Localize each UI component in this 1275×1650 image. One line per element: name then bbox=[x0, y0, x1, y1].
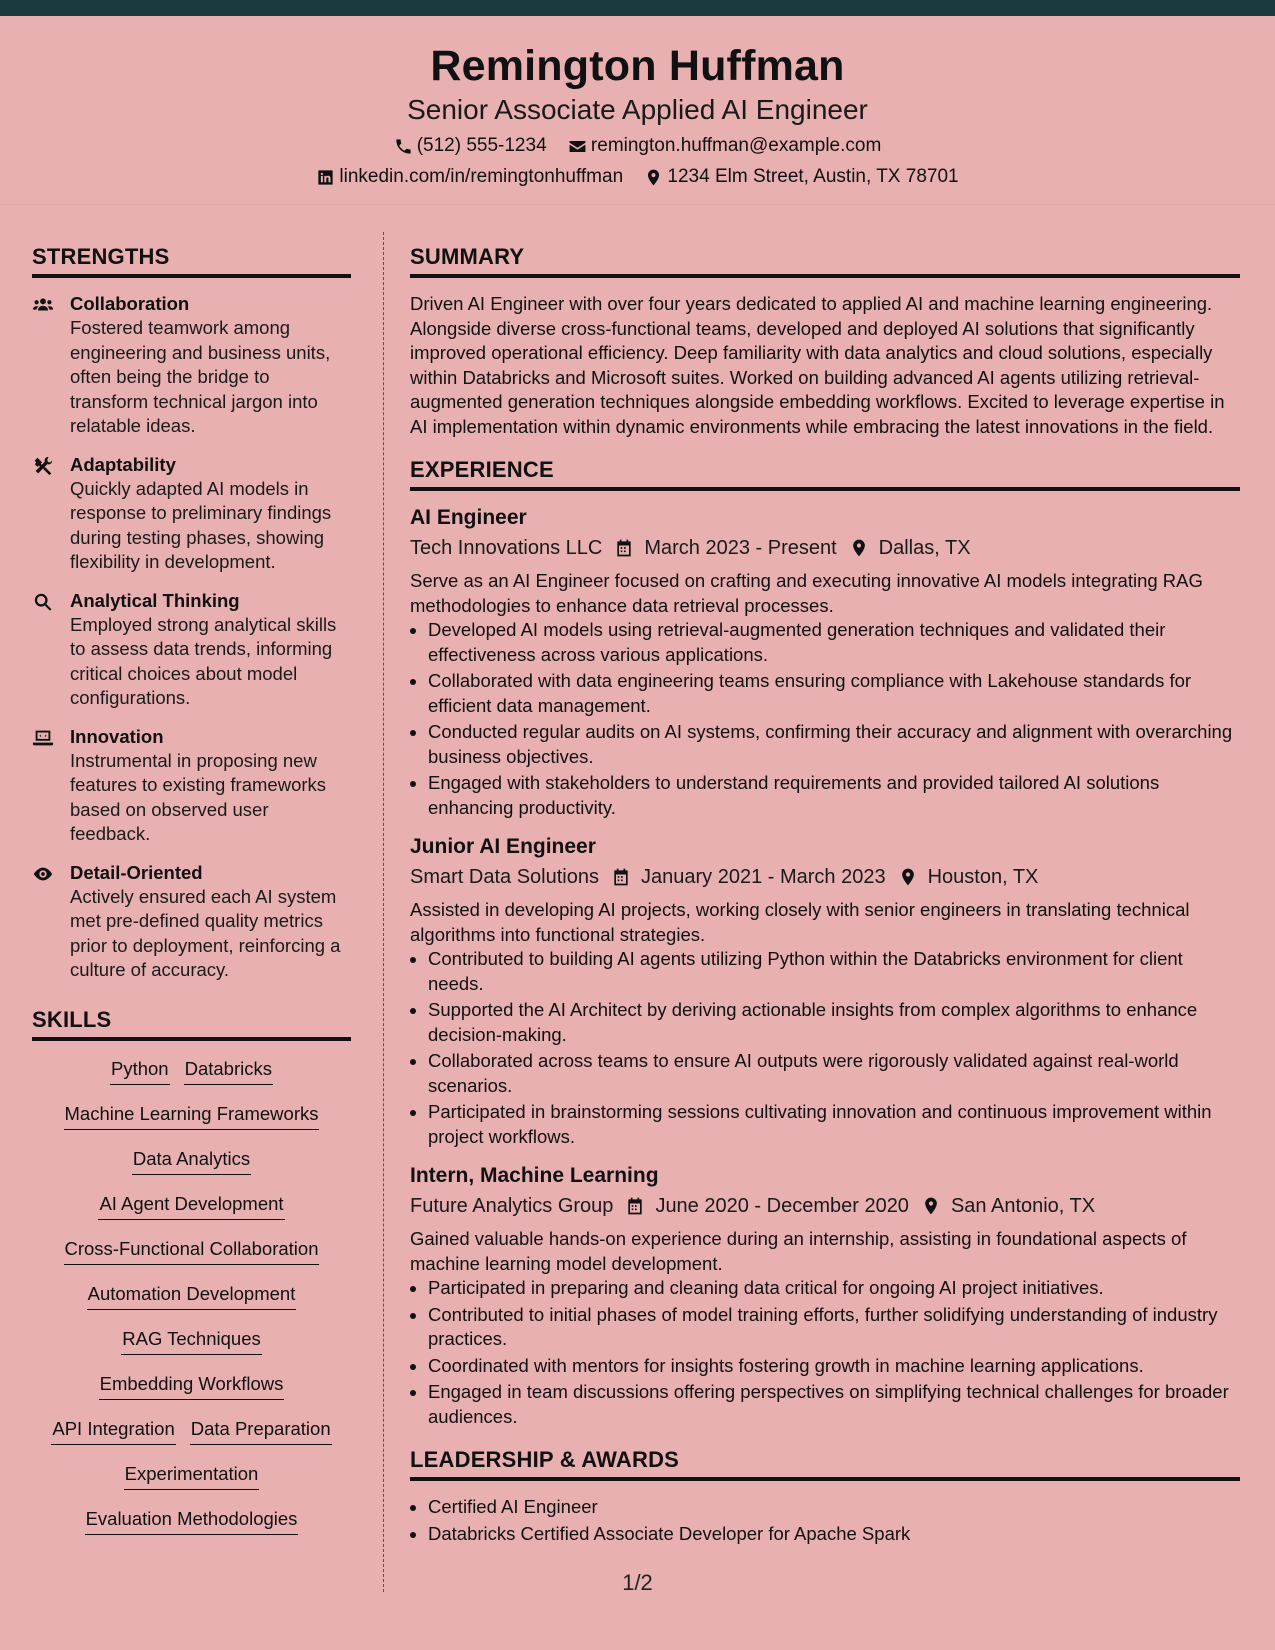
job-meta bbox=[410, 1191, 1240, 1221]
job-dates: January 2021 - March 2023 bbox=[640, 866, 886, 888]
envelope-icon bbox=[568, 137, 587, 156]
linkedin-text[interactable]: linkedin.com/in/remingtonhuffman bbox=[339, 166, 624, 187]
job-bullet: • Conducted regular audits on AI systems, confirming their accuracy and alignment with overarching business objectives. bbox=[428, 720, 1240, 769]
job-bullets bbox=[410, 947, 1240, 1149]
skill-tag: AI Agent Development bbox=[98, 1190, 284, 1220]
job-bullet: • Collaborated across teams to ensure AI outputs were rigorously validated against real-world scenarios. bbox=[428, 1049, 1240, 1098]
phone-text: (512) 555-1234 bbox=[416, 135, 547, 156]
company-name: Tech Innovations LLC bbox=[410, 537, 603, 559]
strength-item bbox=[32, 453, 351, 575]
job-description: Gained valuable hands-on experience during an internship, assisting in foundational aspects of machine learning model development. bbox=[410, 1228, 1187, 1274]
phone-icon bbox=[394, 137, 413, 156]
job-meta bbox=[410, 862, 1240, 892]
job-bullet: • Engaged in team discussions offering perspectives on simplifying technical challenges for broader audiences. bbox=[428, 1380, 1240, 1429]
strengths-list bbox=[32, 292, 351, 983]
award-item: • Certified AI Engineer bbox=[428, 1495, 1240, 1520]
contact-row-1 bbox=[0, 135, 1275, 162]
job-location: San Antonio, TX bbox=[950, 1195, 1096, 1217]
skills-heading: SKILLS bbox=[32, 1007, 351, 1041]
job-bullet: • Supported the AI Architect by deriving actionable insights from complex algorithms to enhance decision-making. bbox=[428, 998, 1240, 1047]
job-bullet: • Collaborated with data engineering teams ensuring compliance with Lakehouse standards for efficient data management. bbox=[428, 669, 1240, 718]
skill-tag: Cross-Functional Collaboration bbox=[64, 1235, 320, 1265]
strength-description: Actively ensured each AI system met pre-defined quality metrics prior to deployment, reinforcing a culture of accuracy. bbox=[70, 885, 341, 980]
experience-heading: EXPERIENCE bbox=[410, 457, 1240, 491]
job-description: Assisted in developing AI projects, working closely with senior engineers in translating technical algorithms into functional strategies. bbox=[410, 899, 1190, 945]
email-contact[interactable] bbox=[568, 135, 881, 157]
page-number: 1/2 bbox=[622, 1570, 653, 1595]
phone-contact bbox=[394, 135, 547, 157]
candidate-name: Remington Huffman bbox=[430, 42, 845, 90]
column-divider bbox=[383, 232, 384, 1592]
calendar-icon bbox=[614, 538, 634, 558]
job-bullet: • Developed AI models using retrieval-augmented generation techniques and validated their effectiveness across various applications. bbox=[428, 618, 1240, 667]
job-meta bbox=[410, 533, 1240, 563]
job-bullet: • Participated in brainstorming sessions cultivating innovation and continuous improvement within project workflows. bbox=[428, 1100, 1240, 1149]
left-column bbox=[32, 244, 351, 1550]
strength-description: Employed strong analytical skills to assess data trends, informing critical choices about model configurations. bbox=[70, 613, 337, 708]
users-icon bbox=[32, 294, 54, 316]
strength-description: Fostered teamwork among engineering and business units, often being the bridge to transform technical jargon into relatable ideas. bbox=[70, 317, 331, 436]
job-bullets bbox=[410, 618, 1240, 820]
job-bullets bbox=[410, 1276, 1240, 1429]
map-pin-icon bbox=[898, 867, 918, 887]
address-contact bbox=[644, 166, 958, 188]
linkedin-contact[interactable] bbox=[316, 166, 623, 188]
map-pin-icon bbox=[644, 168, 663, 187]
contact-row-2 bbox=[0, 166, 1275, 193]
skill-tag: RAG Techniques bbox=[121, 1325, 262, 1355]
strength-title: Adaptability bbox=[70, 453, 176, 475]
skill-tag: Data Analytics bbox=[132, 1145, 251, 1175]
right-column bbox=[410, 244, 1240, 1548]
job-entry bbox=[410, 505, 1240, 820]
map-pin-icon bbox=[849, 538, 869, 558]
strength-item bbox=[32, 861, 351, 983]
calendar-icon bbox=[625, 1196, 645, 1216]
strength-title: Detail-Oriented bbox=[70, 861, 203, 883]
strength-title: Analytical Thinking bbox=[70, 589, 240, 611]
tools-icon bbox=[32, 455, 54, 477]
strength-title: Collaboration bbox=[70, 293, 190, 314]
company-name: Future Analytics Group bbox=[410, 1195, 614, 1217]
skill-tag: Python bbox=[110, 1055, 170, 1085]
calendar-icon bbox=[611, 867, 631, 887]
awards-list bbox=[410, 1495, 1240, 1546]
laptop-code-icon bbox=[32, 727, 54, 749]
linkedin-icon bbox=[316, 168, 335, 187]
award-item: • Databricks Certified Associate Developer for Apache Spark bbox=[428, 1522, 1240, 1547]
skill-tag: API Integration bbox=[51, 1415, 175, 1445]
job-bullet: • Participated in preparing and cleaning data critical for ongoing AI project initiatives. bbox=[428, 1276, 1240, 1301]
email-text[interactable]: remington.huffman@example.com bbox=[590, 135, 882, 156]
resume-header bbox=[0, 16, 1275, 205]
job-bullet: • Engaged with stakeholders to understand requirements and provided tailored AI solutions enhancing productivity. bbox=[428, 771, 1240, 820]
job-entry bbox=[410, 834, 1240, 1149]
strength-item bbox=[32, 725, 351, 847]
candidate-role: Senior Associate Applied AI Engineer bbox=[407, 94, 868, 125]
skill-tag: Evaluation Methodologies bbox=[85, 1505, 299, 1535]
awards-heading: LEADERSHIP & AWARDS bbox=[410, 1447, 1240, 1481]
strength-item bbox=[32, 292, 351, 439]
strength-description: Quickly adapted AI models in response to preliminary findings during testing phases, showing flexibility in development. bbox=[70, 477, 332, 572]
skill-tag: Databricks bbox=[184, 1055, 273, 1085]
skill-tag: Experimentation bbox=[124, 1460, 260, 1490]
summary-heading: SUMMARY bbox=[410, 244, 1240, 278]
company-name: Smart Data Solutions bbox=[410, 866, 599, 888]
skill-tag: Data Preparation bbox=[190, 1415, 332, 1445]
job-bullet: • Coordinated with mentors for insights fostering growth in machine learning applications. bbox=[428, 1354, 1240, 1379]
strengths-heading: STRENGTHS bbox=[32, 244, 351, 278]
job-dates: March 2023 - Present bbox=[644, 537, 837, 559]
address-text: 1234 Elm Street, Austin, TX 78701 bbox=[667, 166, 959, 187]
job-bullet: • Contributed to initial phases of model training efforts, further solidifying understanding of industry practices. bbox=[428, 1303, 1240, 1352]
skill-tag: Automation Development bbox=[87, 1280, 297, 1310]
search-icon bbox=[32, 591, 54, 613]
job-bullet: • Contributed to building AI agents utilizing Python within the Databricks environment for client needs. bbox=[428, 947, 1240, 996]
map-pin-icon bbox=[921, 1196, 941, 1216]
top-accent-bar bbox=[0, 0, 1275, 16]
job-entry bbox=[410, 1163, 1240, 1429]
eye-icon bbox=[32, 863, 54, 885]
strength-item bbox=[32, 589, 351, 711]
job-dates: June 2020 - December 2020 bbox=[655, 1195, 909, 1217]
job-location: Houston, TX bbox=[927, 866, 1039, 888]
skill-tag: Machine Learning Frameworks bbox=[64, 1100, 320, 1130]
skill-tag: Embedding Workflows bbox=[99, 1370, 285, 1400]
job-description: Serve as an AI Engineer focused on crafting and executing innovative AI models integrating RAG methodologies to enhance data retrieval processes. bbox=[410, 570, 1203, 616]
strength-title: Innovation bbox=[70, 725, 164, 747]
job-title: Intern, Machine Learning bbox=[410, 1164, 659, 1187]
job-location: Dallas, TX bbox=[878, 537, 971, 559]
summary-text: Driven AI Engineer with over four years dedicated to applied AI and machine learning engineering. Alongside diverse cross-functional teams, developed and deployed AI solutions that significantly improved operational efficiency. Deep familiarity with data analytics and cloud solutions, especially within Databricks and Microsoft suites. Worked on building advanced AI agents utilizing retrieval-augmented generation techniques alongside embedding workflows. Excited to leverage expertise in AI implementation within dynamic environments while embracing the latest innovations in the field. bbox=[410, 293, 1225, 437]
job-title: AI Engineer bbox=[410, 506, 527, 529]
strength-description: Instrumental in proposing new features to existing frameworks based on observed user feedback. bbox=[70, 749, 327, 844]
job-title: Junior AI Engineer bbox=[410, 835, 596, 858]
skills-list bbox=[32, 1055, 351, 1535]
